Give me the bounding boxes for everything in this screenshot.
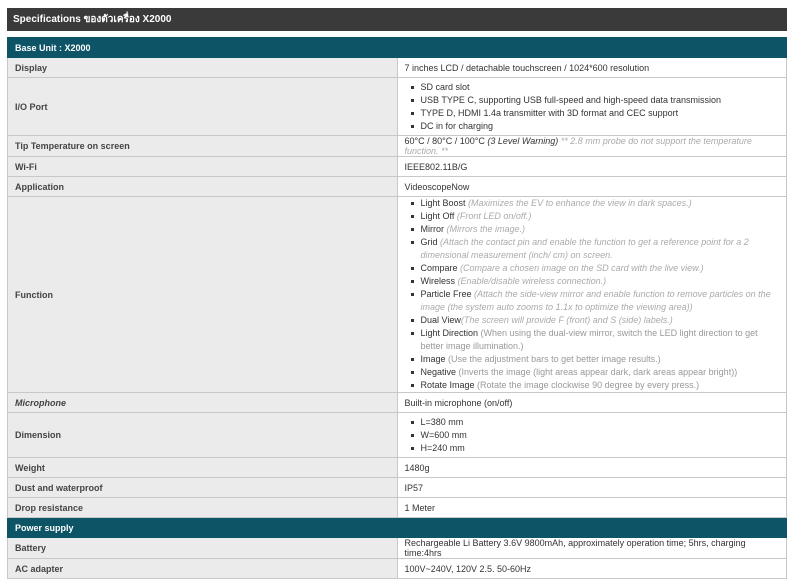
function-desc: (When using the dual-view mirror, switch the LED light direction to get better image illumination.) [420,328,758,351]
function-name: Compare [420,263,458,273]
table-row [8,478,787,498]
row-value: VideoscopeNow [397,177,787,197]
function-desc: (Enable/disable wireless connection.) [457,276,607,286]
section-title: Power supply [8,518,787,538]
function-name: Wireless [420,276,456,286]
row-label: Tip Temperature on screen [8,136,398,157]
list-item [421,197,780,210]
function-name: Light Off [420,211,455,221]
function-desc: (Use the adjustment bars to get better image results.) [448,354,661,364]
tip-warning: (3 Level Warning) [487,136,559,146]
row-label: Function [8,197,398,393]
list-item: TYPE D, HDMI 1.4a transmitter with 3D format and CEC support [421,107,780,120]
function-desc: (Mirrors the image.) [446,224,526,234]
table-row [8,498,787,518]
section-header-base [8,38,787,58]
io-list [405,81,780,133]
row-value: 7 inches LCD / detachable touchscreen / 1024*600 resolution [397,58,787,78]
function-name: Rotate Image [420,380,475,390]
list-item [421,223,780,236]
table-row [8,538,787,559]
list-item [421,210,780,223]
function-desc: (Compare a chosen image on the SD card with the live view.) [460,263,704,273]
list-item: SD card slot [421,81,780,94]
list-item: L=380 mm [421,416,780,429]
spec-container [7,8,787,579]
row-value: Built-in microphone (on/off) [397,393,787,413]
function-desc: (Attach the side-view mirror and enable function to remove particles on the image (the system auto zooms to 1.1x to optimize the viewing area)) [420,289,771,312]
list-item [421,327,780,353]
table-row [8,458,787,478]
row-value: IP57 [397,478,787,498]
table-row [8,136,787,157]
table-row [8,157,787,177]
function-name: Mirror [420,224,444,234]
function-name: Grid [420,237,438,247]
table-row [8,413,787,458]
row-value: IEEE802.11B/G [397,157,787,177]
row-value [397,413,787,458]
function-name: Negative [420,367,457,377]
row-label: Dimension [8,413,398,458]
table-row [8,177,787,197]
page-title: Specifications ของตัวเครื่อง X2000 [7,8,787,31]
function-name: Dual View [420,315,461,325]
list-item [421,366,780,379]
function-desc: (Rotate the image clockwise 90 degree by every press.) [477,380,700,390]
function-desc: (Front LED on/off.) [456,211,532,221]
table-row [8,78,787,136]
list-item: H=240 mm [421,442,780,455]
function-desc: (Attach the contact pin and enable the function to get a reference point for a 2 dimensional measurement (inch/ cm) on screen. [420,237,749,260]
row-label: AC adapter [8,559,398,579]
function-desc: (The screen will provide F (front) and S (side) labels.) [460,315,673,325]
row-label: Application [8,177,398,197]
table-row [8,58,787,78]
function-name: Image [420,354,446,364]
row-label: Dust and waterproof [8,478,398,498]
list-item [421,379,780,392]
row-label: I/O Port [8,78,398,136]
table-row [8,393,787,413]
list-item: W=600 mm [421,429,780,442]
list-item [421,314,780,327]
row-label: Battery [8,538,398,559]
list-item: DC in for charging [421,120,780,133]
section-header-power [8,518,787,538]
function-name: Particle Free [420,289,472,299]
row-value [397,136,787,157]
list-item [421,262,780,275]
list-item [421,353,780,366]
spec-table [7,37,787,579]
row-value [397,197,787,393]
table-row [8,559,787,579]
row-value: 1480g [397,458,787,478]
row-label: Weight [8,458,398,478]
row-value: Rechargeable Li Battery 3.6V 9800mAh, approximately operation time; 5hrs, charging time:4hrs [397,538,787,559]
function-list [405,197,780,392]
list-item [421,236,780,262]
tip-value: 60°C / 80°C / 100°C [404,136,485,146]
function-name: Light Direction [420,328,479,338]
list-item: USB TYPE C, supporting USB full-speed and high-speed data transmission [421,94,780,107]
dimension-list [405,416,780,455]
section-title: Base Unit : X2000 [8,38,787,58]
row-value: 1 Meter [397,498,787,518]
function-desc: (Inverts the image (light areas appear dark, dark areas appear bright)) [458,367,738,377]
row-label: Microphone [8,393,398,413]
function-name: Light Boost [420,198,466,208]
table-row [8,197,787,393]
list-item [421,275,780,288]
row-value: 100V~240V, 120V 2.5. 50-60Hz [397,559,787,579]
row-label: Display [8,58,398,78]
row-label: Drop resistance [8,498,398,518]
row-label: Wi-Fi [8,157,398,177]
function-desc: (Maximizes the EV to enhance the view in dark spaces.) [468,198,692,208]
row-value [397,78,787,136]
tip-note: ** 2.8 mm probe do not support the temperature function. ** [404,136,752,156]
list-item [421,288,780,314]
